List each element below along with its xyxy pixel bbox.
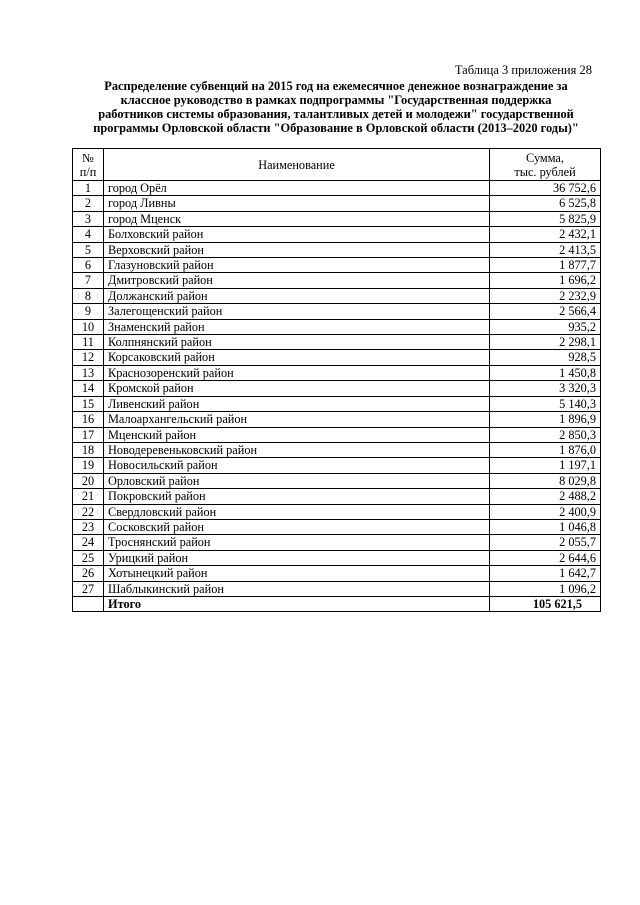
- row-name: Новосильский район: [104, 458, 490, 473]
- row-sum: 1 046,8: [490, 519, 601, 534]
- subsidy-distribution-table: [72, 148, 601, 612]
- row-sum: 5 825,9: [490, 211, 601, 226]
- row-name: Шаблыкинский район: [104, 581, 490, 596]
- row-sum: 2 413,5: [490, 242, 601, 257]
- row-number: 14: [73, 381, 104, 396]
- row-number: 20: [73, 473, 104, 488]
- row-sum: 1 096,2: [490, 581, 601, 596]
- row-sum: 1 896,9: [490, 412, 601, 427]
- table-row: [73, 458, 601, 473]
- header-number: [73, 149, 104, 181]
- table-row: [73, 550, 601, 565]
- row-number: 12: [73, 350, 104, 365]
- row-name: Свердловский район: [104, 504, 490, 519]
- row-name: Залегощенский район: [104, 304, 490, 319]
- row-name: Краснозоренский район: [104, 365, 490, 380]
- appendix-reference: Таблица 3 приложения 28: [454, 63, 592, 77]
- row-number: 21: [73, 489, 104, 504]
- table-row: [73, 273, 601, 288]
- table-row: [73, 581, 601, 596]
- title-line: работников системы образования, талантливых детей и молодежи" государственной: [98, 107, 574, 121]
- header-sum-line1: Сумма,: [526, 150, 564, 165]
- row-sum: 928,5: [490, 350, 601, 365]
- table-row: [73, 442, 601, 457]
- table-row: [73, 473, 601, 488]
- table-row: [73, 412, 601, 427]
- table-body: [73, 181, 601, 597]
- row-name: Ливенский район: [104, 396, 490, 411]
- row-sum: 1 696,2: [490, 273, 601, 288]
- table-row: [73, 365, 601, 380]
- row-name: Покровский район: [104, 489, 490, 504]
- row-sum: 5 140,3: [490, 396, 601, 411]
- row-sum: 2 566,4: [490, 304, 601, 319]
- row-sum: 2 400,9: [490, 504, 601, 519]
- row-sum: 1 642,7: [490, 566, 601, 581]
- table-row: [73, 381, 601, 396]
- row-number: 16: [73, 412, 104, 427]
- header-name: Наименование: [104, 149, 490, 181]
- table-row: [73, 242, 601, 257]
- total-sum: 105 621,5: [490, 596, 601, 611]
- row-sum: 2 055,7: [490, 535, 601, 550]
- row-number: 27: [73, 581, 104, 596]
- row-number: 26: [73, 566, 104, 581]
- row-sum: 935,2: [490, 319, 601, 334]
- table-row: [73, 350, 601, 365]
- total-number-cell: [73, 596, 104, 611]
- total-label: Итого: [104, 596, 490, 611]
- row-sum: 2 432,1: [490, 227, 601, 242]
- row-number: 13: [73, 365, 104, 380]
- row-name: Сосковский район: [104, 519, 490, 534]
- table-row: [73, 288, 601, 303]
- row-number: 4: [73, 227, 104, 242]
- row-number: 5: [73, 242, 104, 257]
- title-line: Распределение субвенций на 2015 год на ежемесячное денежное вознаграждение за: [104, 79, 568, 93]
- row-sum: 2 298,1: [490, 335, 601, 350]
- row-name: Хотынецкий район: [104, 566, 490, 581]
- document-title: [72, 79, 600, 135]
- row-number: 24: [73, 535, 104, 550]
- header-number-line1: №: [82, 150, 94, 165]
- row-name: Корсаковский район: [104, 350, 490, 365]
- table-row: [73, 319, 601, 334]
- table-row: [73, 335, 601, 350]
- table-row: [73, 196, 601, 211]
- total-row: [73, 596, 601, 611]
- row-number: 3: [73, 211, 104, 226]
- row-number: 19: [73, 458, 104, 473]
- row-name: Орловский район: [104, 473, 490, 488]
- row-name: Должанский район: [104, 288, 490, 303]
- row-name: Новодеревеньковский район: [104, 442, 490, 457]
- table-row: [73, 489, 601, 504]
- title-line: программы Орловской области "Образование в Орловской области (2013–2020 годы)": [93, 121, 579, 135]
- row-number: 25: [73, 550, 104, 565]
- row-name: город Орёл: [104, 181, 490, 196]
- table-row: [73, 258, 601, 273]
- row-sum: 3 320,3: [490, 381, 601, 396]
- row-name: Урицкий район: [104, 550, 490, 565]
- title-line: классное руководство в рамках подпрограммы "Государственная поддержка: [120, 93, 552, 107]
- row-name: город Ливны: [104, 196, 490, 211]
- row-name: Дмитровский район: [104, 273, 490, 288]
- header-sum: [490, 149, 601, 181]
- row-sum: 8 029,8: [490, 473, 601, 488]
- table-row: [73, 427, 601, 442]
- row-sum: 6 525,8: [490, 196, 601, 211]
- row-sum: 1 197,1: [490, 458, 601, 473]
- row-number: 22: [73, 504, 104, 519]
- table-header-row: [73, 149, 601, 181]
- table-row: [73, 227, 601, 242]
- row-number: 17: [73, 427, 104, 442]
- row-number: 11: [73, 335, 104, 350]
- row-name: Малоархангельский район: [104, 412, 490, 427]
- row-number: 1: [73, 181, 104, 196]
- row-name: Верховский район: [104, 242, 490, 257]
- row-number: 23: [73, 519, 104, 534]
- row-name: Троснянский район: [104, 535, 490, 550]
- row-sum: 36 752,6: [490, 181, 601, 196]
- row-number: 9: [73, 304, 104, 319]
- row-sum: 1 450,8: [490, 365, 601, 380]
- table-row: [73, 304, 601, 319]
- row-name: город Мценск: [104, 211, 490, 226]
- table-row: [73, 181, 601, 196]
- row-number: 2: [73, 196, 104, 211]
- row-name: Кромской район: [104, 381, 490, 396]
- row-sum: 2 644,6: [490, 550, 601, 565]
- row-number: 8: [73, 288, 104, 303]
- table-row: [73, 504, 601, 519]
- table-row: [73, 535, 601, 550]
- row-name: Глазуновский район: [104, 258, 490, 273]
- table-row: [73, 396, 601, 411]
- row-name: Колпнянский район: [104, 335, 490, 350]
- table-row: [73, 566, 601, 581]
- header-number-line2: п/п: [79, 164, 97, 179]
- row-sum: 2 488,2: [490, 489, 601, 504]
- row-sum: 1 877,7: [490, 258, 601, 273]
- row-name: Болховский район: [104, 227, 490, 242]
- row-number: 7: [73, 273, 104, 288]
- row-number: 18: [73, 442, 104, 457]
- row-number: 15: [73, 396, 104, 411]
- row-name: Мценский район: [104, 427, 490, 442]
- table-row: [73, 519, 601, 534]
- table-row: [73, 211, 601, 226]
- row-number: 6: [73, 258, 104, 273]
- header-sum-line2: тыс. рублей: [514, 164, 576, 179]
- row-sum: 2 850,3: [490, 427, 601, 442]
- row-sum: 2 232,9: [490, 288, 601, 303]
- row-number: 10: [73, 319, 104, 334]
- row-name: Знаменский район: [104, 319, 490, 334]
- row-sum: 1 876,0: [490, 442, 601, 457]
